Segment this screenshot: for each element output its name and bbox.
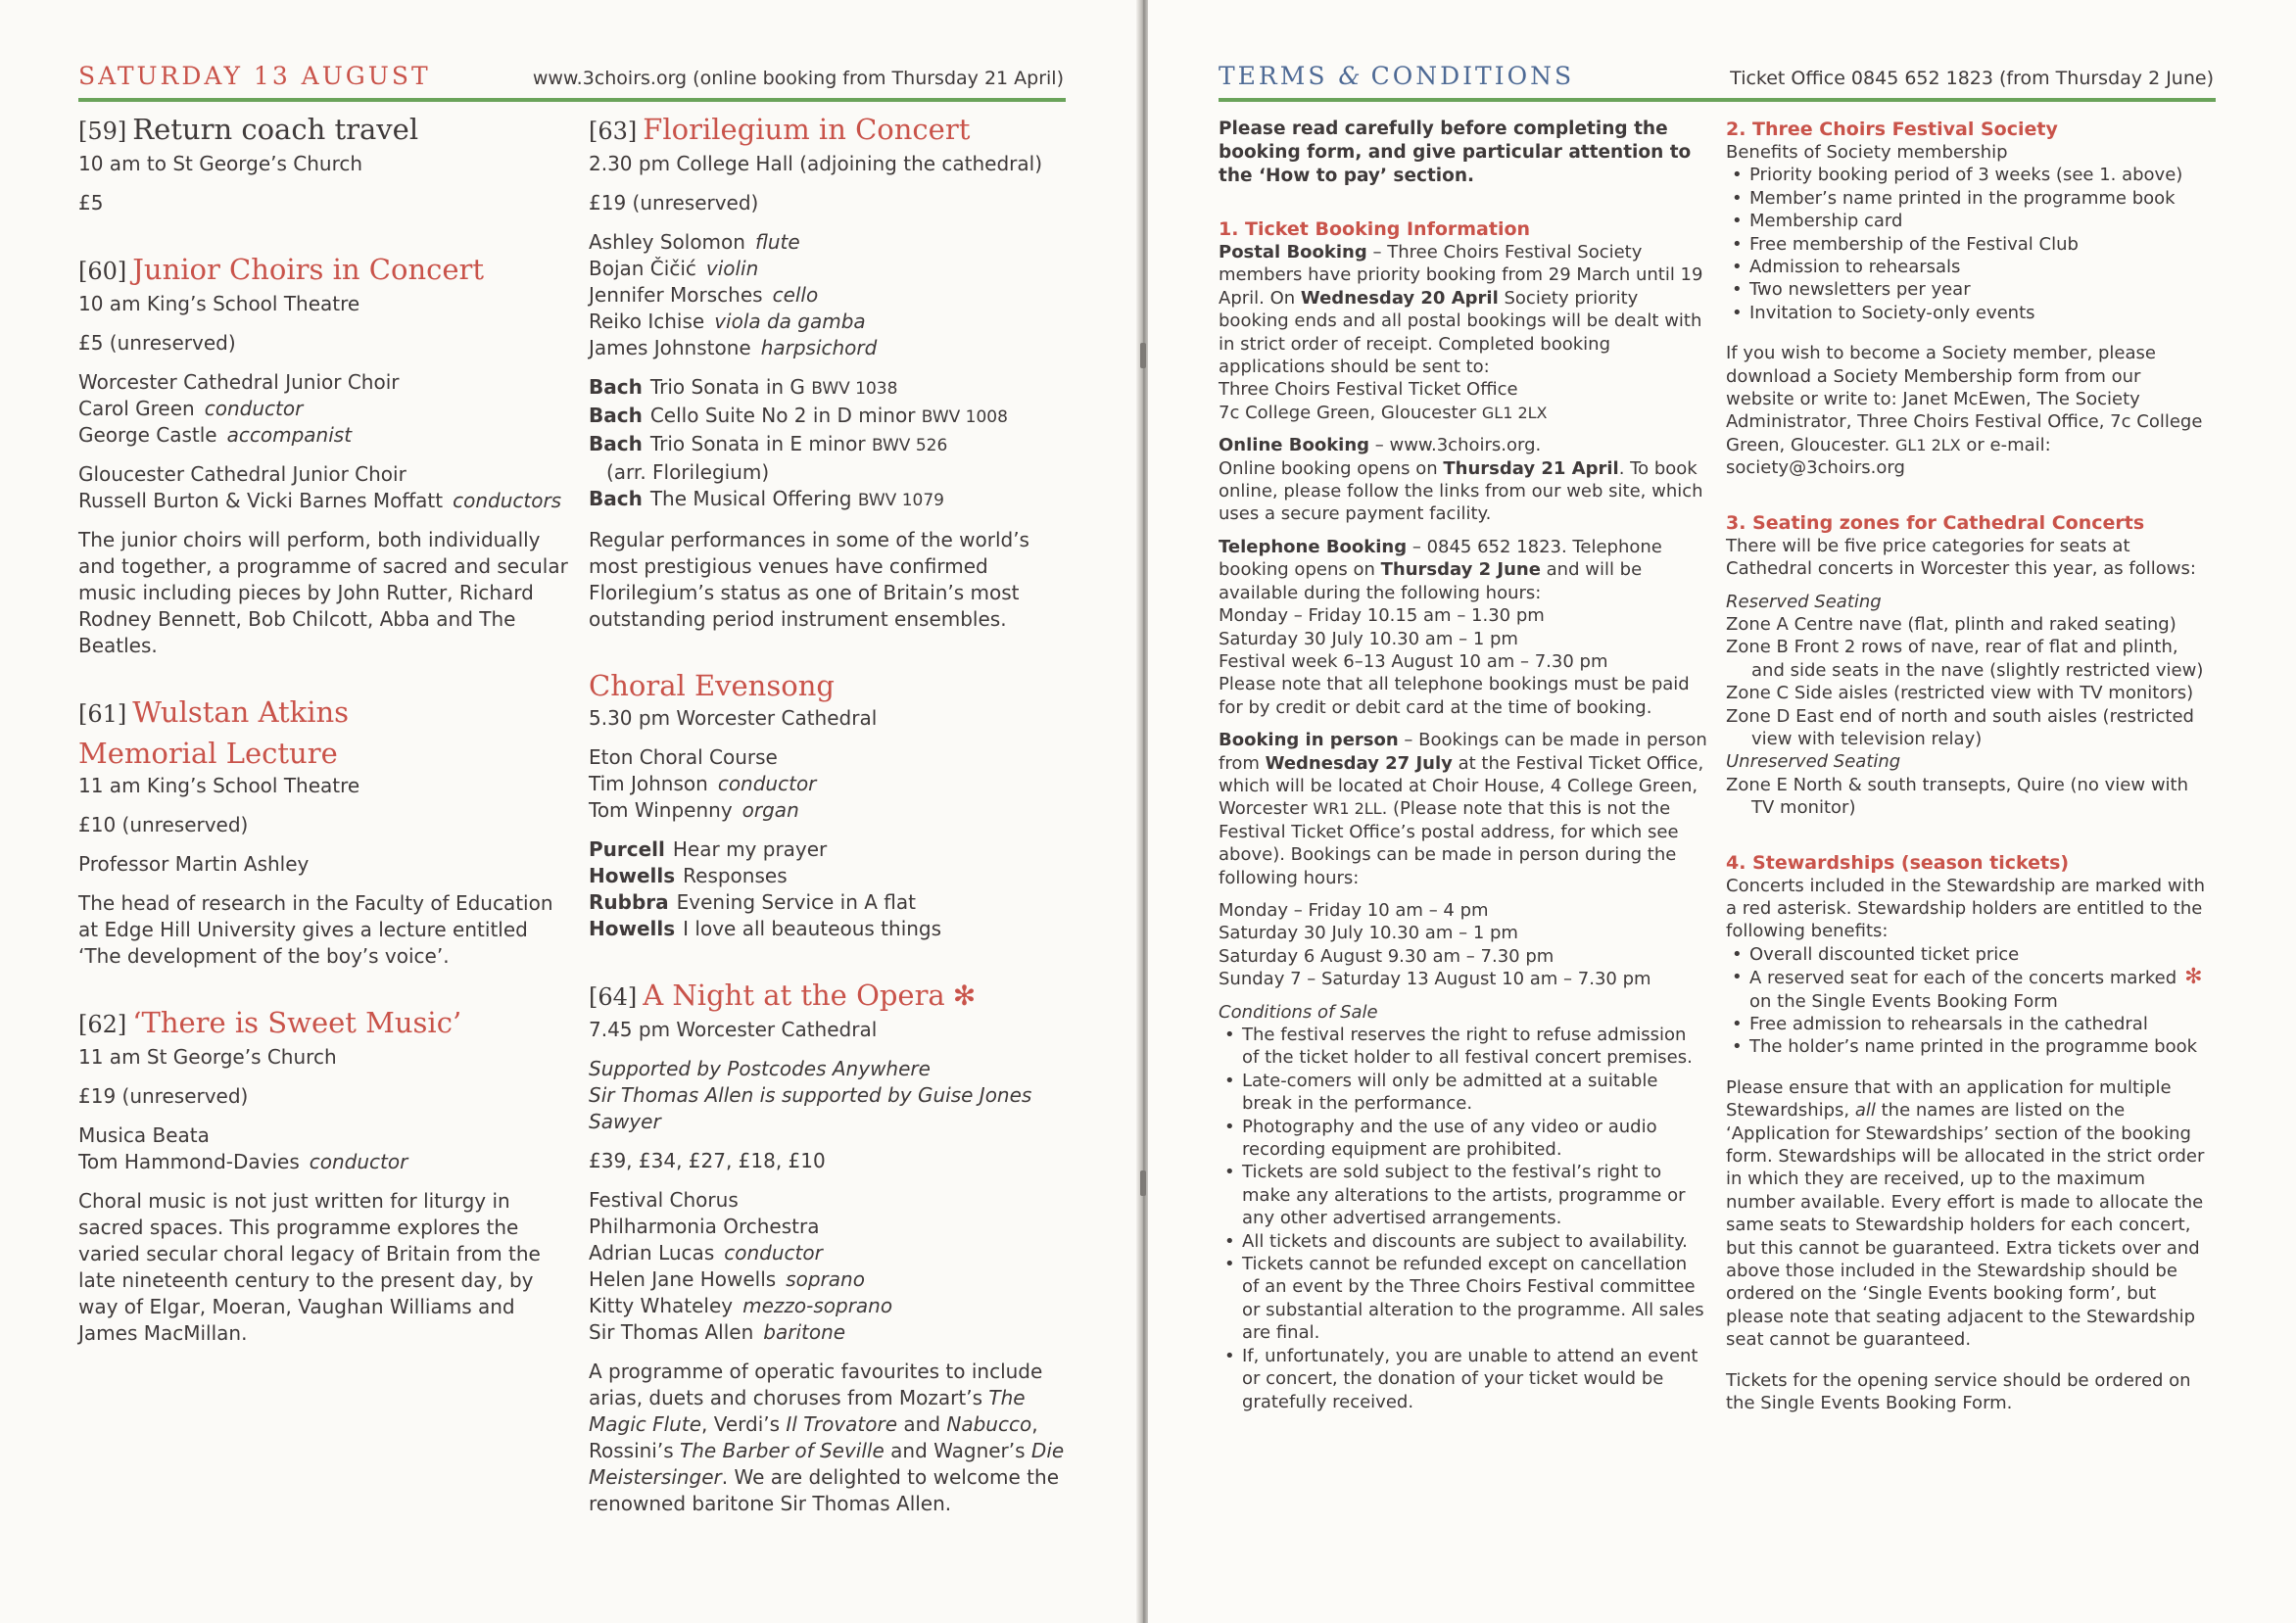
performer: Bojan Čičić violin [589,257,759,280]
ticket-office-note: Ticket Office 0845 652 1823 (from Thursday 2 June) [1730,68,2214,89]
hours-line: Sunday 7 – Saturday 13 August 10 am – 7.30 pm [1219,969,1651,990]
event-title-line-2: Memorial Lecture [78,737,338,770]
reserved-seating-label: Reserved Seating [1726,591,1882,612]
performer: Musica Beata [78,1123,210,1147]
performer: Helen Jane Howells soprano [589,1267,865,1291]
postal-booking: Postal Booking – Three Choirs Festival Society members have priority booking from 29 March until 19 April. On Wednesday 20 April Society priority booking ends and all postal bookings will be dealt with in strict order of receipt. Completed booking applications should be sent to: [1219,242,1703,378]
website-note: www.3choirs.org (online booking from Thursday 21 April) [532,68,1064,89]
conditions-list [1219,1024,1708,1413]
work-item: Rubbra Evening Service in A flat [589,890,916,914]
work-item: Howells I love all beauteous things [589,917,942,940]
work-arrangement: (arr. Florilegium) [606,460,770,484]
performer: Russell Burton & Vicki Barnes Moffatt conductors [78,489,562,512]
zone-item: Zone A Centre nave (flat, plinth and raked seating) [1726,613,2176,635]
opening-service-note: Tickets for the opening service should be ordered on the Single Events Booking Form. [1726,1369,2191,1414]
performer: Adrian Lucas conductor [589,1241,823,1265]
work-list [589,836,1069,942]
unreserved-seating-label: Unreserved Seating [1726,751,1901,773]
hours-line: Monday – Friday 10.15 am – 1.30 pm [1219,605,1545,627]
performer-list [589,229,1069,361]
event-price: £39, £34, £27, £18, £10 [589,1149,826,1172]
section-heading-3: 3. Seating zones for Cathedral Concerts [1726,511,2145,534]
event-description: Choral music is not just written for liturgy in sacred spaces. This programme explores the varied secular choral legacy of Britain from the late nineteenth century to the present day, by way of Elgar, Moeran, Vaughan Williams and James MacMillan. [78,1189,541,1345]
list-item: • Free admission to rehearsals in the cathedral [1726,1013,2214,1035]
list-item: • Tickets are sold subject to the festival’s right to make any alterations to the artists, programme or any other advertised arrangements. [1219,1161,1708,1229]
event-title: [64] A Night at the Opera ✻ [589,979,977,1012]
membership-paragraph: If you wish to become a Society member, please download a Society Membership form from our website or write to: Janet McEwen, The Society Administrator, Three Choirs Festival Office, 7c College Green, Gloucester. GL1 2LX or e-mail: society@3choirs.org [1726,343,2203,479]
event-price: £10 (unreserved) [78,813,249,836]
terms-column-2 [1726,118,2214,1415]
event-60 [78,250,568,659]
event-61 [78,692,568,970]
performer: Worcester Cathedral Junior Choir [78,370,400,394]
event-choral-evensong [589,666,1069,942]
list-item: • Admission to rehearsals [1726,256,2214,278]
performer: Carol Green conductor [78,397,304,420]
event-time: 10 am King’s School Theatre [78,292,360,315]
stewardship-asterisk-icon: ✻ [952,979,977,1012]
staple [1140,1170,1146,1196]
list-item: • Membership card [1726,210,2214,232]
sponsor-note: Sir Thomas Allen is supported by Guise Jones Sawyer [589,1083,1032,1133]
zone-item: Zone D East end of north and south aisles (restricted view with television relay) [1726,705,2194,749]
ticket-office-address: Three Choirs Festival Ticket Office [1219,379,1518,401]
performer: James Johnstone harpsichord [589,336,878,359]
event-time: 5.30 pm Worcester Cathedral [589,706,878,730]
event-time: 11 am King’s School Theatre [78,774,360,797]
conditions-heading: Conditions of Sale [1219,1001,1378,1023]
left-page [0,0,1142,1623]
terms-title: TERMS & CONDITIONS [1219,62,1575,90]
work-item: Bach Trio Sonata in G BWV 1038 [589,375,898,399]
work-list [589,374,1069,514]
event-title: [59] Return coach travel [78,113,419,146]
work-item: Howells Responses [589,864,788,887]
sponsor-note: Supported by Postcodes Anywhere [589,1057,931,1080]
terms-column-1 [1219,118,1708,1413]
event-description: A programme of operatic favourites to include arias, duets and choruses from Mozart’s The Magic Flute, Verdi’s Il Trovatore and Nabucco, Rossini’s The Barber of Seville and Wagner’s Die Meistersinger. We are delighted to welcome the renowned baritone Sir Thomas Allen. [589,1360,1065,1515]
list-item: • Photography and the use of any video or audio recording equipment are prohibited. [1219,1116,1708,1162]
event-time: 2.30 pm College Hall (adjoining the cathedral) [589,152,1043,175]
list-item: • Free membership of the Festival Club [1726,233,2214,256]
section-subheading: Benefits of Society membership [1726,142,2008,163]
performer: Gloucester Cathedral Junior Choir [78,462,407,486]
event-price: £19 (unreserved) [78,1084,249,1108]
event-description: Regular performances in some of the world’s most prestigious venues have confirmed Florilegium’s status as one of Britain’s most outstanding period instrument ensembles. [589,528,1029,631]
event-time: 11 am St George’s Church [78,1045,337,1069]
benefits-list [1726,164,2214,324]
page-date-title: SATURDAY 13 AUGUST [78,62,431,90]
performer: Sir Thomas Allen baritone [589,1320,846,1344]
list-item: • Two newsletters per year [1726,278,2214,301]
performer: Kitty Whateley mezzo-soprano [589,1294,893,1317]
hours-line: Saturday 30 July 10.30 am – 1 pm [1219,923,1518,944]
online-booking: Online Booking – www.3choirs.org. [1219,435,1542,456]
performer: Tom Winpenny organ [589,798,799,822]
work-item: Bach The Musical Offering BWV 1079 [589,487,944,510]
event-time: 10 am to St George’s Church [78,152,363,175]
hours-line: Saturday 6 August 9.30 am – 7.30 pm [1219,945,1555,967]
list-item: • Member’s name printed in the programme book [1726,187,2214,210]
list-item: • Tickets cannot be refunded except on cancellation of an event by the Three Choirs Festival committee or substantial alteration to the programme. All sales are final. [1219,1253,1708,1345]
intro-notice: Please read carefully before completing the booking form, and give particular attention to the ‘How to pay’ section. [1219,119,1692,186]
left-page-header [78,57,1066,102]
list-item: • The festival reserves the right to refuse admission of the ticket holder to all festival concert premises. [1219,1024,1708,1070]
stewardship-benefits [1726,943,2214,1059]
event-description: The junior choirs will perform, both individually and together, a programme of sacred and secular music including pieces by John Rutter, Richard Rodney Bennett, Bob Chilcott, Abba and The Beatles. [78,528,568,657]
seating-intro: There will be five price categories for seats at Cathedral concerts in Worcester this year, as follows: [1726,535,2196,580]
list-item: • A reserved seat for each of the concerts marked ✻ on the Single Events Booking Form [1726,966,2214,1013]
stewardship-intro: Concerts included in the Stewardship are marked with a red asterisk. Stewardship holders are entitled to the following benefits: [1726,875,2206,942]
stewardship-asterisk-icon: ✻ [2184,965,2203,990]
event-59 [78,110,568,216]
performer: Tom Hammond-Davies conductor [78,1150,408,1173]
event-64 [589,976,1069,1517]
speaker: Professor Martin Ashley [78,852,310,876]
list-item: • Priority booking period of 3 weeks (see 1. above) [1726,164,2214,186]
telephone-note: Please note that all telephone bookings must be paid for by credit or debit card at the time of booking. [1219,674,1690,718]
event-price: £5 (unreserved) [78,331,236,355]
performer: Ashley Solomon flute [589,230,800,254]
event-price: £5 [78,191,104,215]
performer: Reiko Ichise viola da gamba [589,310,866,333]
section-heading-1: 1. Ticket Booking Information [1219,218,1531,240]
event-time: 7.45 pm Worcester Cathedral [589,1018,878,1041]
work-item: Bach Cello Suite No 2 in D minor BWV 1008 [589,404,1008,427]
work-item: Purcell Hear my prayer [589,837,828,861]
zone-item: Zone B Front 2 rows of nave, rear of flat and plinth, and side seats in the nave (slightly restricted view) [1726,637,2204,681]
performer: Eton Choral Course [589,745,778,769]
event-title: [63] Florilegium in Concert [589,113,971,146]
list-item: • Overall discounted ticket price [1726,943,2214,966]
staple [1140,343,1146,368]
event-62 [78,1003,568,1347]
section-heading-4: 4. Stewardships (season tickets) [1726,851,2070,874]
hours-line: Saturday 30 July 10.30 am – 1 pm [1219,628,1518,649]
section-heading-2: 2. Three Choirs Festival Society [1726,119,2058,140]
ticket-office-address: 7c College Green, Gloucester GL1 2LX [1219,402,1548,423]
event-title: [62] ‘There is Sweet Music’ [78,1006,462,1039]
list-item: • Late-comers will only be admitted at a suitable break in the performance. [1219,1070,1708,1116]
performer: Tim Johnson conductor [589,772,817,795]
event-title: [61] Wulstan Atkins [78,695,350,729]
list-item: • The holder’s name printed in the programme book [1726,1035,2214,1058]
zone-item: Zone C Side aisles (restricted view with TV monitors) [1726,683,2194,704]
zone-item: Zone E North & south transepts, Quire (no view with TV monitor) [1726,774,2189,819]
event-title: [60] Junior Choirs in Concert [78,253,485,286]
event-63 [589,110,1069,633]
performer: Jennifer Morsches cello [589,283,819,307]
event-price: £19 (unreserved) [589,191,759,215]
performer: George Castle accompanist [78,423,353,447]
hours-line: Monday – Friday 10 am – 4 pm [1219,899,1489,921]
event-title: Choral Evensong [589,669,835,702]
left-column-1 [78,110,568,1380]
stewardship-paragraph: Please ensure that with an application for multiple Stewardships, all the names are listed on the ‘Application for Stewardships’ section of the booking form. Stewardships will be allocated in the strict order in which they are received, up to the maximum number available. Every effort is made to allocate the same seats to Stewardship holders for each concert, but this cannot be guaranteed. Extra tickets over and above those included in the Stewardship should be ordered on the ‘Single Events booking form’, but please note that seating adjacent to the Stewardship seat cannot be guaranteed. [1726,1076,2205,1351]
work-item: Bach Trio Sonata in E minor BWV 526 [589,432,948,455]
list-item: • All tickets and discounts are subject to availability. [1219,1230,1708,1253]
left-column-2 [589,110,1069,1551]
hours-line: Festival week 6–13 August 10 am – 7.30 pm [1219,650,1608,672]
list-item: • If, unfortunately, you are unable to attend an event or concert, the donation of your ticket would be gratefully received. [1219,1345,1708,1413]
performer: Philharmonia Orchestra [589,1215,820,1238]
booking-in-person: Booking in person – Bookings can be made in person from Wednesday 27 July at the Festival Ticket Office, which will be located at Choir House, 4 College Green, Worcester WR1 2LL. (Please note that this is not the Festival Ticket Office’s postal address, for which see above). Bookings can be made in person during the following hours: [1219,730,1707,888]
online-booking-detail: Online booking opens on Thursday 21 April. To book online, please follow the links from our web site, which uses a secure payment facility. [1219,457,1703,525]
right-page-header [1219,57,2216,102]
event-description: The head of research in the Faculty of Education at Edge Hill University gives a lecture entitled ‘The development of the boy’s voice’. [78,891,553,968]
telephone-booking: Telephone Booking – 0845 652 1823. Telephone booking opens on Thursday 2 June and will be available during the following hours: [1219,536,1662,603]
list-item: • Invitation to Society-only events [1726,302,2214,324]
performer: Festival Chorus [589,1188,739,1212]
